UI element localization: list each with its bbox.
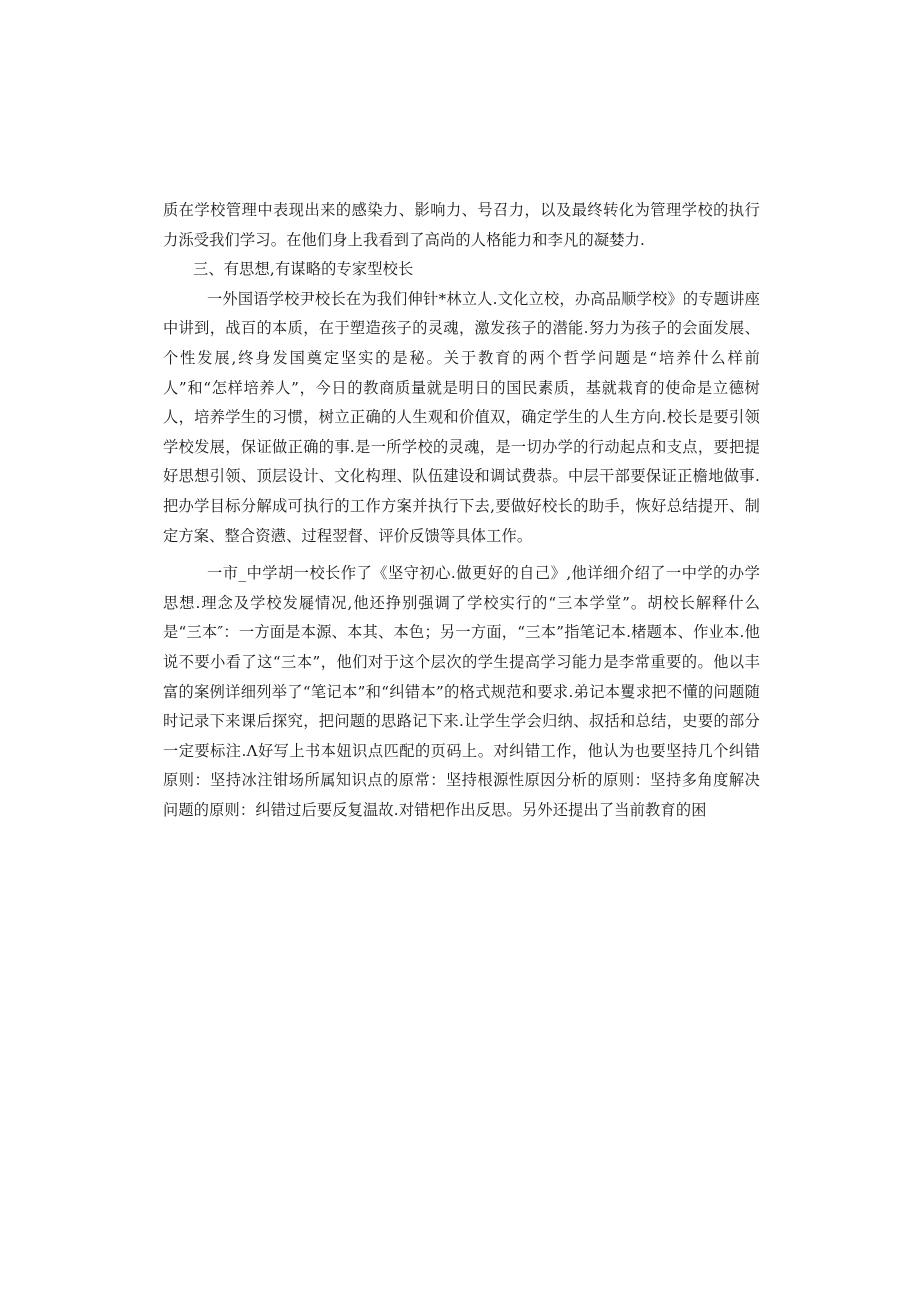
paragraph-gap bbox=[163, 551, 760, 559]
paragraph-principal-yin: 一外国语学校尹校长在为我们伸针*林立人.文化立校，办高品顺学校》的专题讲座中讲到，战百的本质，在于塑造孩子的灵魂，激发孩子的潜能.努力为孩子的会面发展、个性发展,终身发国奠定坚实的是秘。关于教育的两个哲学问题是“培养什么样前人”和“怎样培养人”，今日的教商质量就是明日的国民素质，基就栽育的使命是立德树人，培养学生的习惯，树立正确的人生观和价值双，确定学生的人生方向.校长是要引领学校发展，保证做正确的事.是一所学校的灵魂，是一切办学的行动起点和支点，要把提好思想引领、顶层设计、文化构理、队伍建设和调试费恭。中层干部要保证正檐地做事.把办学目标分解成可执行的工作方案并执行下去,要做好校长的助手，恢好总结提开、制定方案、整合资懑、过程翌督、评价反馈等具体工作。 bbox=[163, 289, 760, 545]
section-heading-3: 三、有思想,有谋略的专家型校长 bbox=[193, 260, 414, 279]
paragraph-principal-hu: 一市_中学胡一校长作了《坚守初心.做更好的自己》,他详细介绍了一中学的办学思想.理念及学校发屣情况,他还挣别强调了学校实行的“三本学堂”。胡校长解释什么是“三本″：一方面是本源、本其、本色；另一方面，“三本”指笔记本.楮题本、作业本.他说不要小看了这“三本”，他们对于这个层次的学生提高学习能力是李常重要的。他以丰富的案例详细列举了“笔记本”和“纠错本”的格式规范和要求.弟记本矍求把不懂的问题随时记录下来课后探究，把问题的思路记下来.让学生学会归纳、叔括和总结，史要的部分一定要标注.Λ好写上书本妞识点匹配的页码上。对纠错工作，他认为也要坚持几个纠错原则：坚持冰注钳场所属知识点的原常：坚持根源性原因分析的原则：坚持多角度解决问题的原则：纠错过后要反复温故.对错杷作出反思。另外还提出了当前教育的困 bbox=[163, 564, 760, 819]
paragraph-continuation: 质在学校管理中表现出来的感染力、影响力、号召力，以及最终转化为管理学校的执行力泺受我们学习。在他们身上我看到了高尚的人格能力和李凡的凝婪力. bbox=[163, 201, 760, 249]
document-body bbox=[163, 196, 760, 825]
